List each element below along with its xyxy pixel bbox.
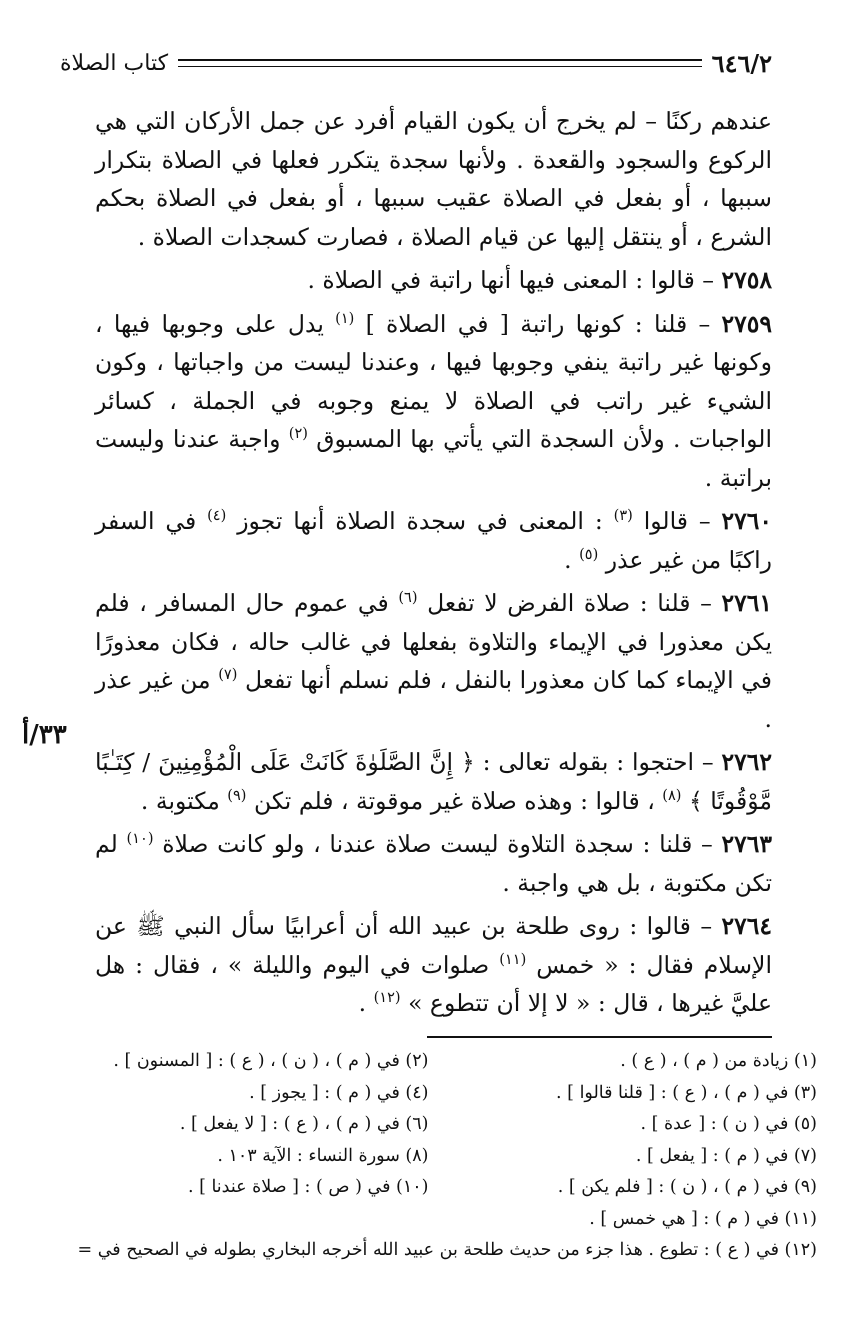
paragraph-text: مكتوبة . — [140, 786, 228, 815]
paragraph-text: – قلنا : كونها راتبة [ في الصلاة ] — [354, 309, 722, 338]
footnote-11: (١١) في ( م ) : [ هي خمس ] . — [589, 1208, 817, 1229]
footnote-8: (٨) سورة النساء : الآية ١٠٣ . — [217, 1145, 429, 1166]
footnote-ref[interactable]: (٢) — [288, 425, 308, 443]
paragraph-text: – احتجوا : بقوله تعالى : ﴿ إِنَّ الصَّلَوٰةَ كَانَتْ عَلَى الْمُؤْمِنِينَ / كِتَـٰبًا مَّوْقُوتًا ﴾ — [95, 748, 772, 815]
footnote-10: (١٠) في ( ص ) : [ صلاة عندنا ] . — [187, 1177, 429, 1197]
paragraph-text: من غير عذر . — [95, 666, 772, 733]
page-header — [60, 40, 772, 86]
footnote-ref[interactable]: (٥) — [579, 545, 599, 563]
footnote-grid — [80, 1046, 817, 1235]
footnote-spacer — [80, 1204, 429, 1236]
paragraph-text: في السفر راكبًا من غير عذر — [95, 507, 772, 574]
paragraph-text: – قلنا : سجدة التلاوة ليست صلاة عندنا ، ولو كانت صلاة — [153, 830, 722, 858]
book-title: كتاب الصلاة — [60, 50, 169, 76]
paragraph-text: عندهم ركنًا – لم يخرج أن يكون القيام أفرد عن جمل الأركان التي هي الركوع والسجود والقعدة . ولأنها سجدة يتكرر فعلها في الصلاة بتكرار سببها ، أو بفعل في الصلاة عقيب سببها ، أو بفعل في الصلاة بحكم الشرع ، أو ينتقل إليها عن قيام الصلاة ، فصارت كسجدات الصلاة . — [95, 107, 772, 251]
paragraph-number: ٢٧٦٢ — [721, 748, 772, 776]
page-number: ٦٤٦/٢ — [711, 48, 772, 78]
paragraph-text: – قلنا : صلاة الفرض لا تفعل — [417, 589, 722, 617]
paragraph-text: ، قالوا : وهذه صلاة غير موقوتة ، فلم تكن — [246, 786, 663, 815]
footnote-ref[interactable]: (١) — [335, 309, 355, 327]
main-text — [95, 102, 772, 1028]
paragraph-text: . — [358, 989, 374, 1017]
footnote-ref[interactable]: (٨) — [662, 786, 682, 804]
paragraph-text: في عموم حال المسافر ، فلم يكن معذورا في الإيماء والتلاوة بفعلها في غالب حاله ، فكان معذورًا في الإيماء كما كان معذورا بالنفل ، فلم نسلم أنها تفعل — [95, 589, 772, 694]
footnote-ref[interactable]: (٧) — [218, 666, 238, 684]
footnote-ref[interactable]: (٩) — [227, 786, 247, 804]
paragraph-text: – قالوا : المعنى فيها أنها راتبة في الصلاة . — [307, 266, 722, 294]
paragraph-2760 — [95, 502, 772, 579]
footnote-separator — [427, 1036, 772, 1038]
footnote-ref[interactable]: (٤) — [207, 507, 227, 525]
manuscript-folio-marker: ٣٣/أ — [22, 720, 67, 750]
footnote-1: (١) زيادة من ( م ) ، ( ع ) . — [620, 1051, 817, 1071]
paragraph-number: ٢٧٦٠ — [721, 507, 772, 535]
paragraph-text: : المعنى في سجدة الصلاة أنها تجوز — [226, 507, 614, 535]
paragraph-2759 — [95, 305, 772, 498]
header-rule — [178, 59, 702, 67]
paragraph-2763 — [95, 825, 772, 902]
paragraph-2761 — [95, 584, 772, 738]
paragraph-text: واجبة عندنا وليست براتبة . — [95, 425, 772, 492]
footnote-12: (١٢) في ( ع ) : تطوع . هذا جزء من حديث طلحة بن عبيد الله أخرجه البخاري بطوله في الصحيح في = — [77, 1240, 817, 1260]
footnote-6: (٦) في ( م ) ، ( ع ) : [ لا يفعل ] . — [179, 1114, 429, 1134]
paragraph-text: – قالوا : روى طلحة بن عبيد الله أن أعرابيًا سأل النبي ﷺ عن الإسلام فقال : « خمس — [95, 912, 772, 979]
paragraph-2762 — [95, 743, 772, 820]
footnotes — [77, 1046, 817, 1267]
paragraph-number: ٢٧٦٣ — [721, 830, 772, 858]
paragraph-number: ٢٧٥٨ — [721, 266, 772, 294]
paragraph-text: صلوات في اليوم والليلة » ، فقال : هل عليَّ غيرها ، قال : « لا إلا أن تتطوع » — [95, 950, 772, 1017]
paragraph-number: ٢٧٦٤ — [721, 912, 772, 940]
footnote-ref[interactable]: (٦) — [398, 589, 418, 607]
paragraph-text: . — [564, 545, 580, 574]
footnote-ref[interactable]: (٣) — [613, 507, 633, 525]
footnote-3: (٣) في ( م ) ، ( ع ) : [ قلنا قالوا ] . — [556, 1082, 817, 1103]
paragraph-text: يدل على وجوبها فيها ، وكونها غير راتبة ينفي وجوبها فيها ، وعندنا ليست من واجباتها ، وكون الشيء غير راتب في الصلاة لا يمنع وجوبه في الجملة ، كسائر الواجبات . ولأن السجدة التي يأتي بها المسبوق — [95, 309, 772, 453]
footnote-ref[interactable]: (١١) — [499, 950, 527, 968]
footnote-5: (٥) في ( ن ) : [ عدة ] . — [640, 1114, 817, 1134]
paragraph-text: – قالوا — [632, 507, 722, 535]
footnote-2: (٢) في ( م ) ، ( ن ) ، ( ع ) : [ المسنون ] . — [113, 1051, 429, 1071]
footnote-ref[interactable]: (١٢) — [373, 989, 401, 1007]
paragraph-number: ٢٧٥٩ — [721, 309, 772, 338]
footnote-9: (٩) في ( م ) ، ( ن ) : [ فلم يكن ] . — [557, 1177, 817, 1197]
footnote-4: (٤) في ( م ) : [ يجوز ] . — [249, 1082, 429, 1103]
paragraph-number: ٢٧٦١ — [721, 589, 772, 617]
paragraph-text: لم تكن مكتوبة ، بل هي واجبة . — [95, 830, 772, 897]
footnote-ref[interactable]: (١٠) — [126, 830, 154, 848]
paragraph-continuation — [95, 102, 772, 256]
footnote-7: (٧) في ( م ) : [ يفعل ] . — [635, 1145, 817, 1166]
paragraph-2758 — [95, 261, 772, 300]
paragraph-2764 — [95, 907, 772, 1023]
